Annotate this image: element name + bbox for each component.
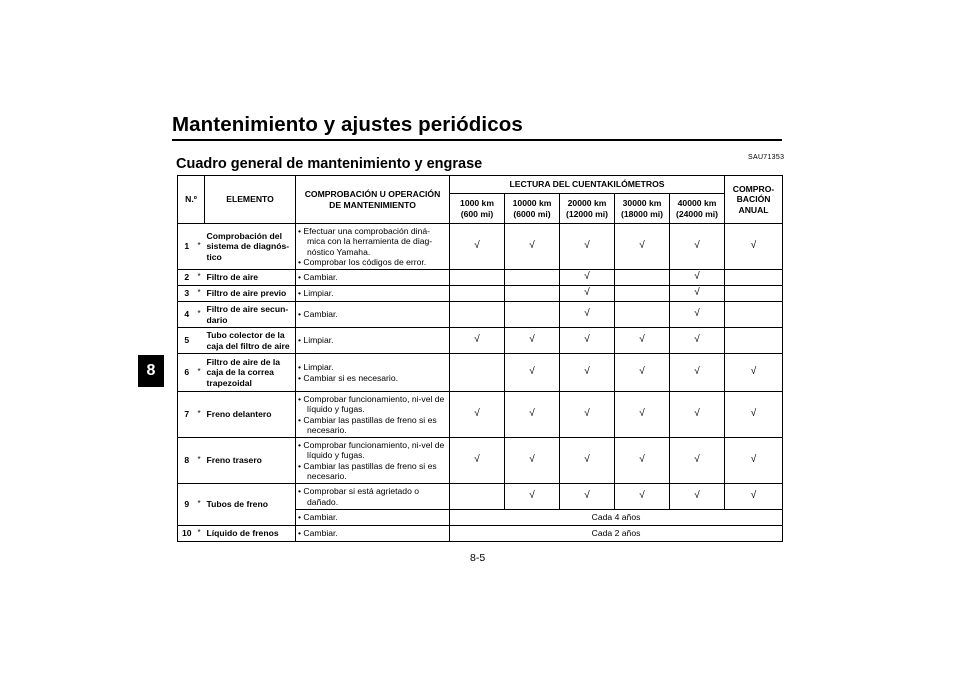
check-mark: √: [450, 392, 505, 438]
check-mark: √: [725, 224, 783, 270]
check-mark: √: [450, 328, 505, 354]
row-number: 6: [178, 354, 196, 392]
check-mark: [725, 286, 783, 302]
check-mark: √: [560, 270, 615, 286]
row-number: 3: [178, 286, 196, 302]
special-tool-mark: *: [196, 392, 205, 438]
action-list: [298, 362, 447, 383]
check-mark: √: [560, 392, 615, 438]
check-mark: √: [615, 224, 670, 270]
action-item: • Comprobar funcionamiento, ni-vel de líquido y fugas.: [298, 440, 447, 461]
check-mark: √: [725, 392, 783, 438]
check-mark: √: [615, 392, 670, 438]
check-mark: √: [505, 484, 560, 510]
action-list: [298, 335, 447, 345]
action-list: [298, 394, 447, 435]
check-mark: [725, 328, 783, 354]
row-actions: [296, 270, 450, 286]
row-element: Líquido de frenos: [205, 526, 296, 542]
check-mark: √: [670, 224, 725, 270]
chapter-tab: 8: [138, 355, 164, 387]
section-title: Cuadro general de mantenimiento y engrase: [176, 156, 483, 172]
action-item: • Cambiar las pastillas de freno si es necesario.: [298, 461, 447, 482]
table-row: [178, 484, 783, 510]
row-number: 2: [178, 270, 196, 286]
table-row: [178, 392, 783, 438]
special-tool-mark: *: [196, 438, 205, 484]
special-tool-mark: *: [196, 224, 205, 270]
row-actions: [296, 328, 450, 354]
header-annual: COMPRO-BACIÓN ANUAL: [725, 176, 783, 224]
table-row: [178, 526, 783, 542]
check-mark: √: [560, 224, 615, 270]
action-item: • Comprobar si está agrietado o dañado.: [298, 486, 447, 507]
action-item: • Cambiar.: [298, 512, 447, 522]
check-mark: √: [505, 328, 560, 354]
action-item: • Cambiar.: [298, 528, 447, 538]
row-number: 7: [178, 392, 196, 438]
check-mark: [725, 302, 783, 328]
row-actions: [296, 438, 450, 484]
interval-header: 40000 km (24000 mi): [670, 194, 725, 224]
interval-header: 10000 km (6000 mi): [505, 194, 560, 224]
row-element: Filtro de aire secun-dario: [205, 302, 296, 328]
table-row: [178, 286, 783, 302]
table-row: [178, 354, 783, 392]
action-list: [298, 309, 447, 319]
row-element: Filtro de aire: [205, 270, 296, 286]
row-number: 4: [178, 302, 196, 328]
check-mark: √: [670, 302, 725, 328]
check-mark: √: [615, 354, 670, 392]
row-number: 5: [178, 328, 196, 354]
table-row: [178, 438, 783, 484]
check-mark: [450, 286, 505, 302]
check-mark: [615, 286, 670, 302]
check-mark: √: [450, 224, 505, 270]
check-mark: [505, 286, 560, 302]
row-actions: [296, 484, 450, 510]
check-mark: √: [505, 354, 560, 392]
action-item: • Cambiar las pastillas de freno si es necesario.: [298, 415, 447, 436]
special-tool-mark: *: [196, 526, 205, 542]
check-mark: √: [615, 484, 670, 510]
check-mark: √: [615, 328, 670, 354]
check-mark: √: [670, 354, 725, 392]
row-actions: [296, 224, 450, 270]
check-mark: √: [725, 354, 783, 392]
header-odometer: LECTURA DEL CUENTAKILÓMETROS: [450, 176, 725, 194]
row-element: Comprobación del sistema de diagnós-tico: [205, 224, 296, 270]
special-tool-mark: *: [196, 286, 205, 302]
interval-note: Cada 4 años: [450, 510, 783, 526]
action-item: • Cambiar.: [298, 309, 447, 319]
action-item: • Comprobar funcionamiento, ni-vel de líquido y fugas.: [298, 394, 447, 415]
interval-header: 1000 km (600 mi): [450, 194, 505, 224]
check-mark: √: [560, 484, 615, 510]
action-list: [298, 528, 447, 538]
special-tool-mark: [196, 328, 205, 354]
action-list: [298, 288, 447, 298]
check-mark: √: [670, 270, 725, 286]
row-actions: [296, 302, 450, 328]
check-mark: [505, 270, 560, 286]
table-row: [178, 224, 783, 270]
check-mark: √: [560, 328, 615, 354]
check-mark: √: [615, 438, 670, 484]
row-actions: [296, 510, 450, 526]
check-mark: √: [670, 328, 725, 354]
row-actions: [296, 286, 450, 302]
action-item: • Limpiar.: [298, 362, 447, 372]
action-item: • Limpiar.: [298, 288, 447, 298]
special-tool-mark: *: [196, 270, 205, 286]
row-number: 10: [178, 526, 196, 542]
check-mark: √: [505, 224, 560, 270]
interval-header: 30000 km (18000 mi): [615, 194, 670, 224]
action-list: [298, 512, 447, 522]
row-number: 8: [178, 438, 196, 484]
row-element: Freno delantero: [205, 392, 296, 438]
header-element: ELEMENTO: [205, 176, 296, 224]
action-item: • Limpiar.: [298, 335, 447, 345]
action-item: • Cambiar.: [298, 272, 447, 282]
page-number: 8-5: [470, 552, 486, 564]
check-mark: √: [670, 484, 725, 510]
table-row: [178, 328, 783, 354]
interval-header: 20000 km (12000 mi): [560, 194, 615, 224]
check-mark: [505, 302, 560, 328]
row-element: Tubo colector de la caja del filtro de aire: [205, 328, 296, 354]
check-mark: √: [505, 438, 560, 484]
check-mark: [450, 302, 505, 328]
page-title: Mantenimiento y ajustes periódicos: [172, 113, 523, 136]
check-mark: √: [450, 438, 505, 484]
check-mark: √: [725, 484, 783, 510]
check-mark: √: [670, 286, 725, 302]
check-mark: [615, 270, 670, 286]
action-list: [298, 486, 447, 507]
row-element: Tubos de freno: [205, 484, 296, 526]
check-mark: √: [560, 438, 615, 484]
check-mark: √: [670, 392, 725, 438]
action-list: [298, 226, 447, 267]
row-number: 1: [178, 224, 196, 270]
check-mark: √: [560, 354, 615, 392]
check-mark: [450, 484, 505, 510]
title-rule: [172, 139, 782, 141]
maintenance-table: [177, 175, 783, 542]
check-mark: √: [560, 302, 615, 328]
action-item: • Comprobar los códigos de error.: [298, 257, 447, 267]
row-element: Freno trasero: [205, 438, 296, 484]
document-code: SAU71353: [748, 154, 785, 161]
special-tool-mark: *: [196, 484, 205, 526]
action-item: • Cambiar si es necesario.: [298, 373, 447, 383]
special-tool-mark: *: [196, 354, 205, 392]
header-check: COMPROBACIÓN U OPERACIÓN DE MANTENIMIENTO: [296, 176, 450, 224]
check-mark: [450, 270, 505, 286]
row-element: Filtro de aire de la caja de la correa trapezoidal: [205, 354, 296, 392]
check-mark: [450, 354, 505, 392]
action-list: [298, 272, 447, 282]
header-no: N.º: [178, 176, 205, 224]
check-mark: √: [505, 392, 560, 438]
check-mark: [615, 302, 670, 328]
check-mark: √: [560, 286, 615, 302]
action-list: [298, 440, 447, 481]
row-actions: [296, 392, 450, 438]
row-number: 9: [178, 484, 196, 526]
row-actions: [296, 354, 450, 392]
check-mark: √: [670, 438, 725, 484]
special-tool-mark: *: [196, 302, 205, 328]
action-item: • Efectuar una comprobación diná-mica con la herramienta de diag-nóstico Yamaha.: [298, 226, 447, 257]
table-row: [178, 270, 783, 286]
table-row: [178, 302, 783, 328]
row-element: Filtro de aire previo: [205, 286, 296, 302]
interval-note: Cada 2 años: [450, 526, 783, 542]
row-actions: [296, 526, 450, 542]
check-mark: [725, 270, 783, 286]
check-mark: √: [725, 438, 783, 484]
